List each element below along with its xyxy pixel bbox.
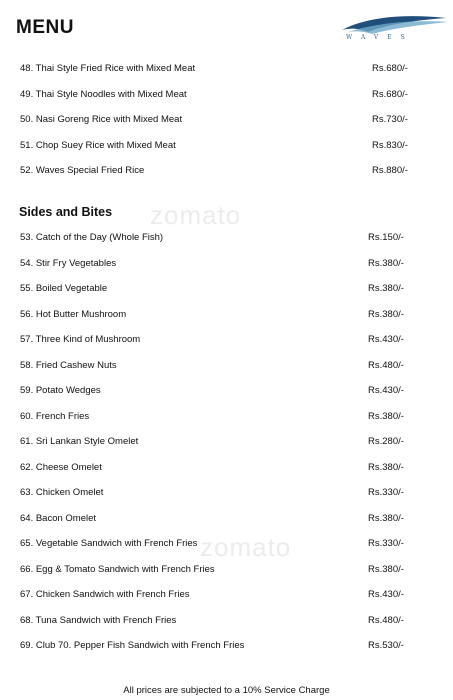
- menu-item-row: [0, 114, 453, 130]
- menu-item-name: 60. French Fries: [20, 410, 90, 422]
- menu-item-row: [0, 564, 453, 580]
- menu-item-price: Rs.380/-: [368, 308, 404, 320]
- menu-item-price: Rs.480/-: [368, 359, 404, 371]
- menu-item-name: 52. Waves Special Fried Rice: [20, 165, 145, 176]
- menu-item-name: 57. Three Kind of Mushroom: [20, 334, 141, 345]
- menu-item-name: 63. Chicken Omelet: [20, 487, 104, 498]
- menu-item-row: [0, 385, 453, 401]
- menu-item-price: Rs.680/-: [372, 63, 408, 74]
- menu-item-name: 67. Chicken Sandwich with French Fries: [20, 589, 190, 600]
- menu-item-name: 69. Club 70. Pepper Fish Sandwich with French Fries: [20, 640, 245, 651]
- menu-item-row: [0, 462, 453, 478]
- menu-item-price: Rs.530/-: [368, 640, 404, 651]
- menu-item-price: Rs.430/-: [368, 385, 404, 396]
- menu-item-price: Rs.330/-: [368, 538, 404, 549]
- watermark-bottom: zomato: [200, 532, 292, 562]
- menu-item-price: Rs.380/-: [368, 512, 404, 524]
- menu-item-row: [0, 258, 453, 274]
- menu-item-price: Rs.280/-: [368, 436, 404, 447]
- menu-item-name: 65. Vegetable Sandwich with French Fries: [20, 538, 198, 549]
- menu-item-price: Rs.430/-: [368, 589, 404, 600]
- menu-item-price: Rs.430/-: [368, 334, 404, 345]
- menu-item-price: Rs.880/-: [372, 165, 408, 176]
- menu-item-price: Rs.380/-: [368, 461, 404, 473]
- menu-item-name: 49. Thai Style Noodles with Mixed Meat: [20, 88, 187, 100]
- menu-item-price: Rs.480/-: [368, 614, 404, 626]
- menu-item-price: Rs.380/-: [368, 563, 404, 575]
- logo-text: WAVES: [346, 34, 414, 41]
- menu-item-row: [0, 360, 453, 376]
- menu-item-row: [0, 309, 453, 325]
- menu-item-price: Rs.330/-: [368, 487, 404, 498]
- menu-item-row: [0, 436, 453, 452]
- menu-item-name: 53. Catch of the Day (Whole Fish): [20, 232, 164, 243]
- menu-item-name: 48. Thai Style Fried Rice with Mixed Meat: [20, 63, 196, 74]
- menu-item-name: 59. Potato Wedges: [20, 385, 101, 396]
- menu-item-name: 61. Sri Lankan Style Omelet: [20, 436, 139, 447]
- menu-item-row: [0, 513, 453, 529]
- menu-item-price: Rs.150/-: [368, 232, 404, 243]
- menu-item-name: 56. Hot Butter Mushroom: [20, 308, 127, 320]
- footer-note: All prices are subjected to a 10% Service Charge: [123, 685, 330, 696]
- menu-item-name: 66. Egg & Tomato Sandwich with French Fries: [20, 563, 215, 575]
- menu-item-row: [0, 63, 453, 79]
- section-heading: Sides and Bites: [19, 205, 113, 219]
- menu-item-price: Rs.680/-: [372, 88, 408, 100]
- menu-item-row: [0, 487, 453, 503]
- menu-item-row: [0, 140, 453, 156]
- menu-item-row: [0, 615, 453, 631]
- menu-item-name: 54. Stir Fry Vegetables: [20, 257, 117, 269]
- menu-item-row: [0, 589, 453, 605]
- page-title: MENU: [16, 17, 74, 38]
- menu-item-name: 51. Chop Suey Rice with Mixed Meat: [20, 139, 176, 151]
- menu-item-price: Rs.380/-: [368, 410, 404, 422]
- menu-item-row: [0, 89, 453, 105]
- menu-item-name: 64. Bacon Omelet: [20, 512, 97, 524]
- menu-item-name: 50. Nasi Goreng Rice with Mixed Meat: [20, 114, 183, 125]
- watermark-top: zomato: [150, 200, 242, 230]
- menu-item-row: [0, 538, 453, 554]
- menu-item-price: Rs.830/-: [372, 139, 408, 151]
- menu-item-price: Rs.380/-: [368, 257, 404, 269]
- menu-item-name: 55. Boiled Vegetable: [20, 283, 108, 294]
- menu-item-row: [0, 283, 453, 299]
- menu-item-row: [0, 165, 453, 181]
- menu-item-row: [0, 232, 453, 248]
- menu-item-price: Rs.380/-: [368, 283, 404, 294]
- menu-item-name: 58. Fried Cashew Nuts: [20, 359, 117, 371]
- menu-item-price: Rs.730/-: [372, 114, 408, 125]
- menu-item-row: [0, 411, 453, 427]
- menu-item-name: 68. Tuna Sandwich with French Fries: [20, 614, 177, 626]
- menu-item-row: [0, 334, 453, 350]
- menu-item-name: 62. Cheese Omelet: [20, 461, 102, 473]
- menu-item-row: [0, 640, 453, 656]
